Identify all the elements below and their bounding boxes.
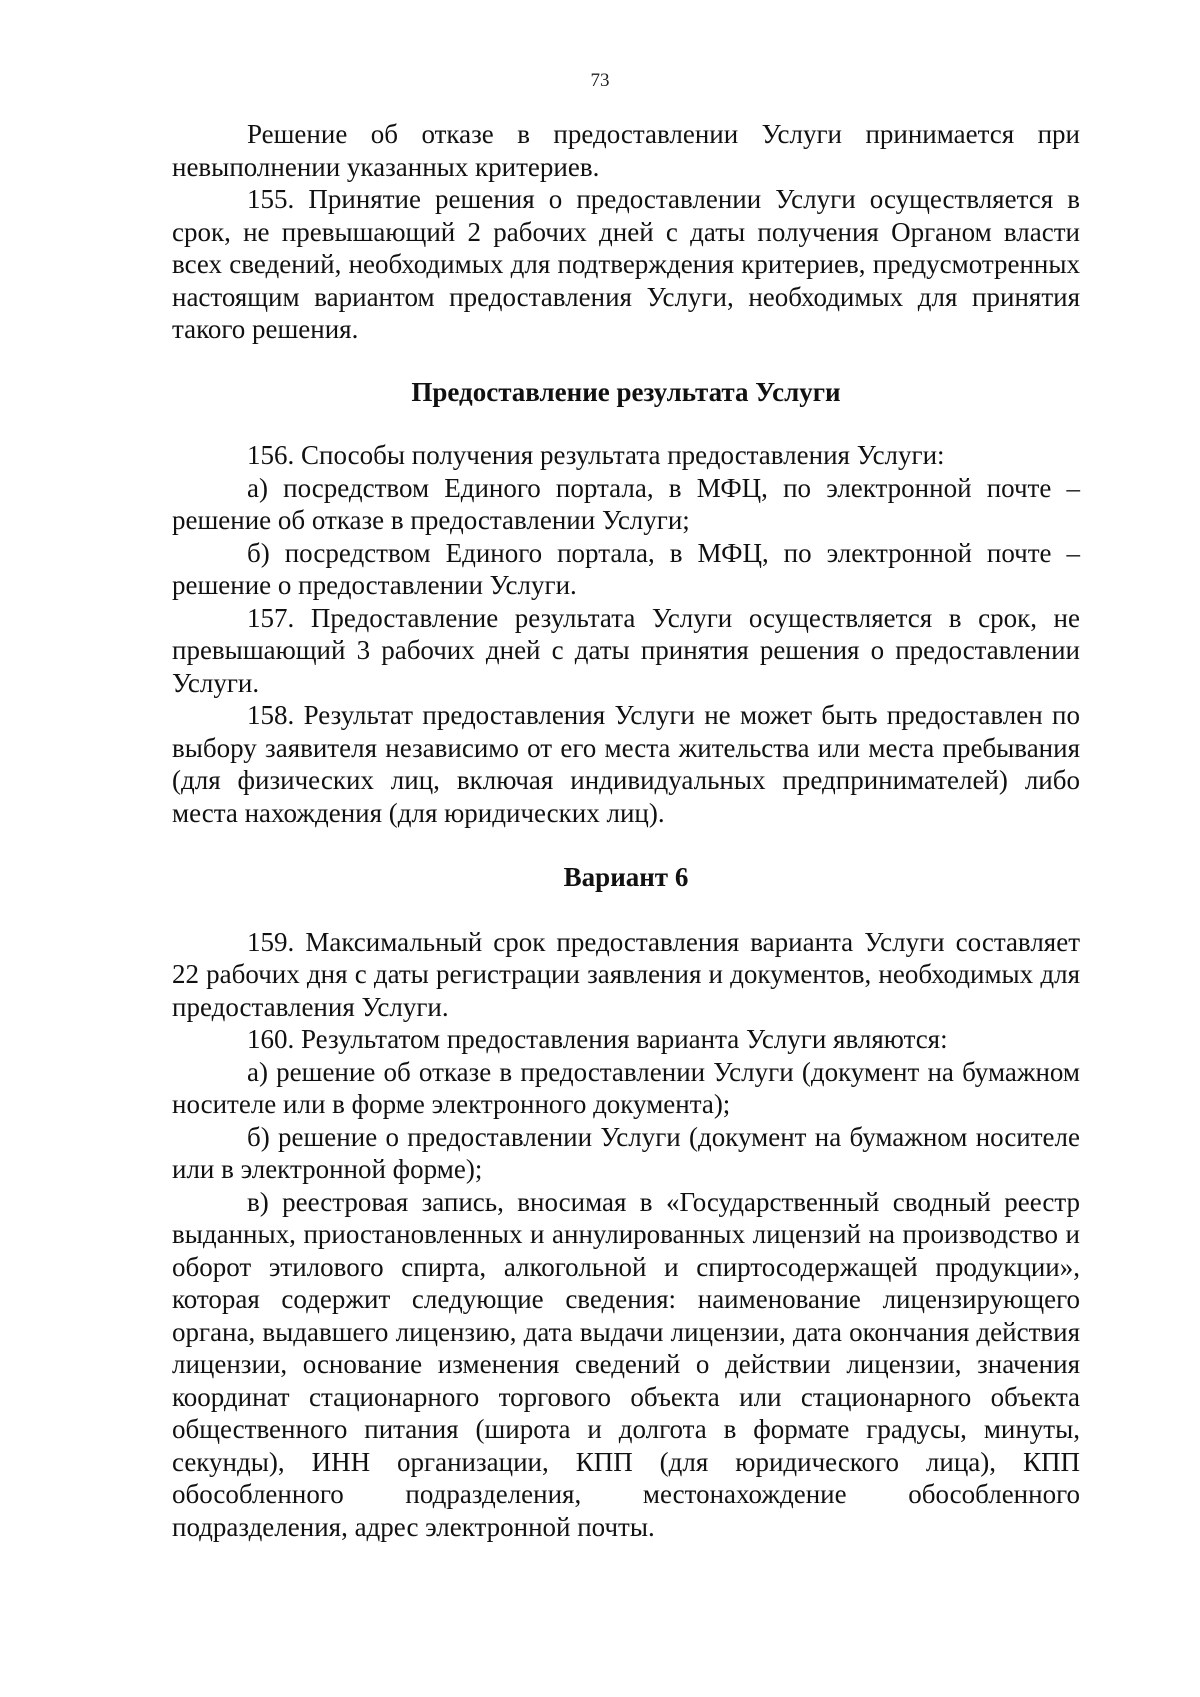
paragraph-158: 158. Результат предоставления Услуги не может быть предоставлен по выбору заявителя независимо от его места жительства или места пребывания (для физических лиц, включая индивидуальных предпринимателей) либо места нахождения (для юридических лиц). (172, 700, 1080, 828)
page-number: 73 (590, 70, 610, 91)
paragraph-160-b: б) решение о предоставлении Услуги (документ на бумажном носителе или в электронной форме); (172, 1121, 1080, 1184)
paragraph-160: 160. Результатом предоставления варианта Услуги являются: (247, 1024, 948, 1054)
paragraph-156: 156. Способы получения результата предоставления Услуги: (247, 440, 945, 470)
paragraph-155: 155. Принятие решения о предоставлении Услуги осуществляется в срок, не превышающий 2 рабочих дней с даты получения Органом власти всех сведений, необходимых для подтверждения критериев, предусмотренных настоящим вариантом предоставления Услуги, необходимых для принятия такого решения. (172, 184, 1080, 344)
section-heading-result: Предоставление результата Услуги (411, 376, 841, 407)
document-body (172, 118, 1080, 1543)
paragraph-159: 159. Максимальный срок предоставления варианта Услуги составляет 22 рабочих дня с даты регистрации заявления и документов, необходимых для предоставления Услуги. (172, 926, 1080, 1022)
paragraph-156-a: а) посредством Единого портала, в МФЦ, по электронной почте – решение об отказе в предоставлении Услуги; (172, 472, 1080, 535)
paragraph-160-v: в) реестровая запись, вносимая в «Государственный сводный реестр выданных, приостановленных и аннулированных лицензий на производство и оборот этилового спирта, алкогольной и спиртосодержащей продукции», которая содержит следующие сведения: наименование лицензирующего органа, выдавшего лицензию, дата выдачи лицензии, дата окончания действия лицензии, основание изменения сведений о действии лицензии, значения координат стационарного торгового объекта или стационарного объекта общественного питания (широта и долгота в формате градусы, минуты, секунды), ИНН организации, КПП (для юридического лица), КПП обособленного подразделения, местонахождение обособленного подразделения, адрес электронной почты. (172, 1186, 1080, 1542)
paragraph-157: 157. Предоставление результата Услуги осуществляется в срок, не превышающий 3 рабочих дней с даты принятия решения о предоставлении Услуги. (172, 602, 1080, 698)
paragraph-refusal-decision: Решение об отказе в предоставлении Услуги принимается при невыполнении указанных критериев. (172, 119, 1080, 182)
section-heading-variant-6: Вариант 6 (563, 862, 689, 892)
paragraph-160-a: а) решение об отказе в предоставлении Услуги (документ на бумажном носителе или в форме электронного документа); (172, 1056, 1080, 1119)
paragraph-156-b: б) посредством Единого портала, в МФЦ, по электронной почте – решение о предоставлении Услуги. (172, 537, 1080, 600)
